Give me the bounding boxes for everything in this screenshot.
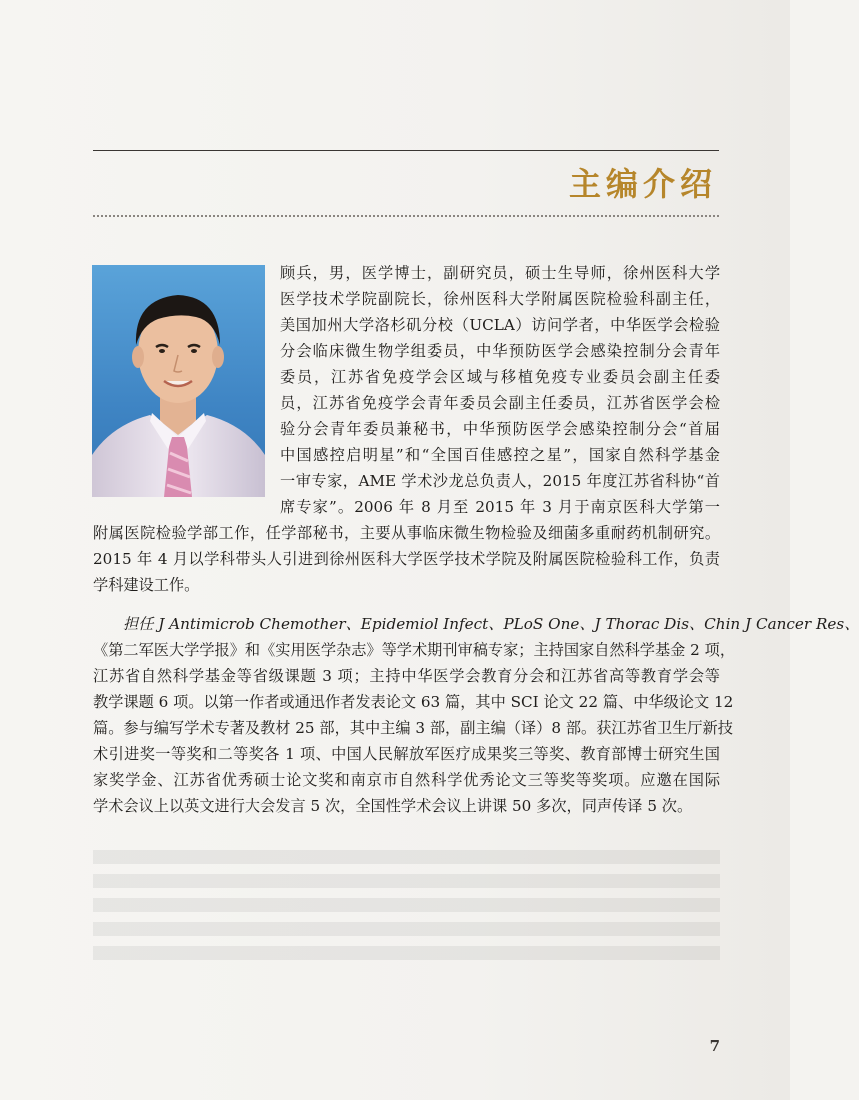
achievement-line-5: 篇。参与编写学术专著及教材 25 部，其中主编 3 部，副主编（译）8 部。获江苏省卫生厅新技 — [93, 719, 733, 737]
page-number: 7 — [709, 1037, 720, 1055]
bio-line-13: 学科建设工作。 — [93, 576, 200, 594]
achievement-line-1: 担任 J Antimicrob Chemother、Epidemiol Infect、PLoS One、J Thorac Dis、Chin J Cancer Res、 — [123, 615, 859, 633]
show-through-text — [93, 850, 720, 970]
bio-line-11: 附属医院检验学部工作，任学部秘书，主要从事临床微生物检验及细菌多重耐药机制研究。 — [93, 524, 720, 542]
bio-line-7: 验分会青年委员兼秘书，中华预防医学会感染控制分会“首届 — [280, 420, 720, 438]
bio-line-10: 席专家”。2006 年 8 月至 2015 年 3 月于南京医科大学第一 — [280, 498, 720, 516]
bio-line-9: 一审专家，AME 学术沙龙总负责人，2015 年度江苏省科协“首 — [280, 472, 720, 490]
achievement-line-6: 术引进奖一等奖和二等奖各 1 项、中国人民解放军医疗成果奖三等奖、教育部博士研究生国 — [93, 745, 720, 763]
page-title: 主编介绍 — [568, 165, 717, 203]
bio-line-8: 中国感控启明星”和“全国百佳感控之星”，国家自然科学基金 — [280, 446, 720, 464]
achievement-line-8: 学术会议上以英文进行大会发言 5 次，全国性学术会议上讲课 50 多次，同声传译 5 次。 — [93, 797, 693, 815]
portrait-photo-icon — [92, 265, 265, 497]
bio-line-4: 分会临床微生物学组委员，中华预防医学会感染控制分会青年 — [280, 342, 720, 360]
bio-line-3: 美国加州大学洛杉矶分校（UCLA）访问学者，中华医学会检验 — [280, 316, 720, 334]
achievement-line-4: 教学课题 6 项。以第一作者或通迅作者发表论文 63 篇，其中 SCI 论文 22 篇、中华级论文 12 — [93, 693, 734, 711]
dotted-divider — [93, 215, 719, 217]
top-rule — [93, 150, 719, 151]
bio-line-12: 2015 年 4 月以学科带头人引进到徐州医科大学医学技术学院及附属医院检验科工作，负责 — [93, 550, 720, 568]
achievement-line-3: 江苏省自然科学基金等省级课题 3 项；主持中华医学会教育分会和江苏省高等教育学会等 — [93, 667, 720, 685]
bio-line-6: 员，江苏省免疫学会青年委员会副主任委员，江苏省医学会检 — [280, 394, 720, 412]
portrait-photo — [92, 265, 265, 497]
bio-line-2: 医学技术学院副院长，徐州医科大学附属医院检验科副主任， — [280, 290, 720, 308]
bio-line-1: 顾兵，男，医学博士，副研究员，硕士生导师，徐州医科大学 — [280, 264, 720, 282]
achievement-line-7: 家奖学金、江苏省优秀硕士论文奖和南京市自然科学优秀论文三等奖等奖项。应邀在国际 — [93, 771, 720, 789]
bio-line-5: 委员，江苏省免疫学会区域与移植免疫专业委员会副主任委 — [280, 368, 720, 386]
achievement-line-2: 《第二军医大学学报》和《实用医学杂志》等学术期刊审稿专家；主持国家自然科学基金 2 项， — [93, 641, 736, 659]
